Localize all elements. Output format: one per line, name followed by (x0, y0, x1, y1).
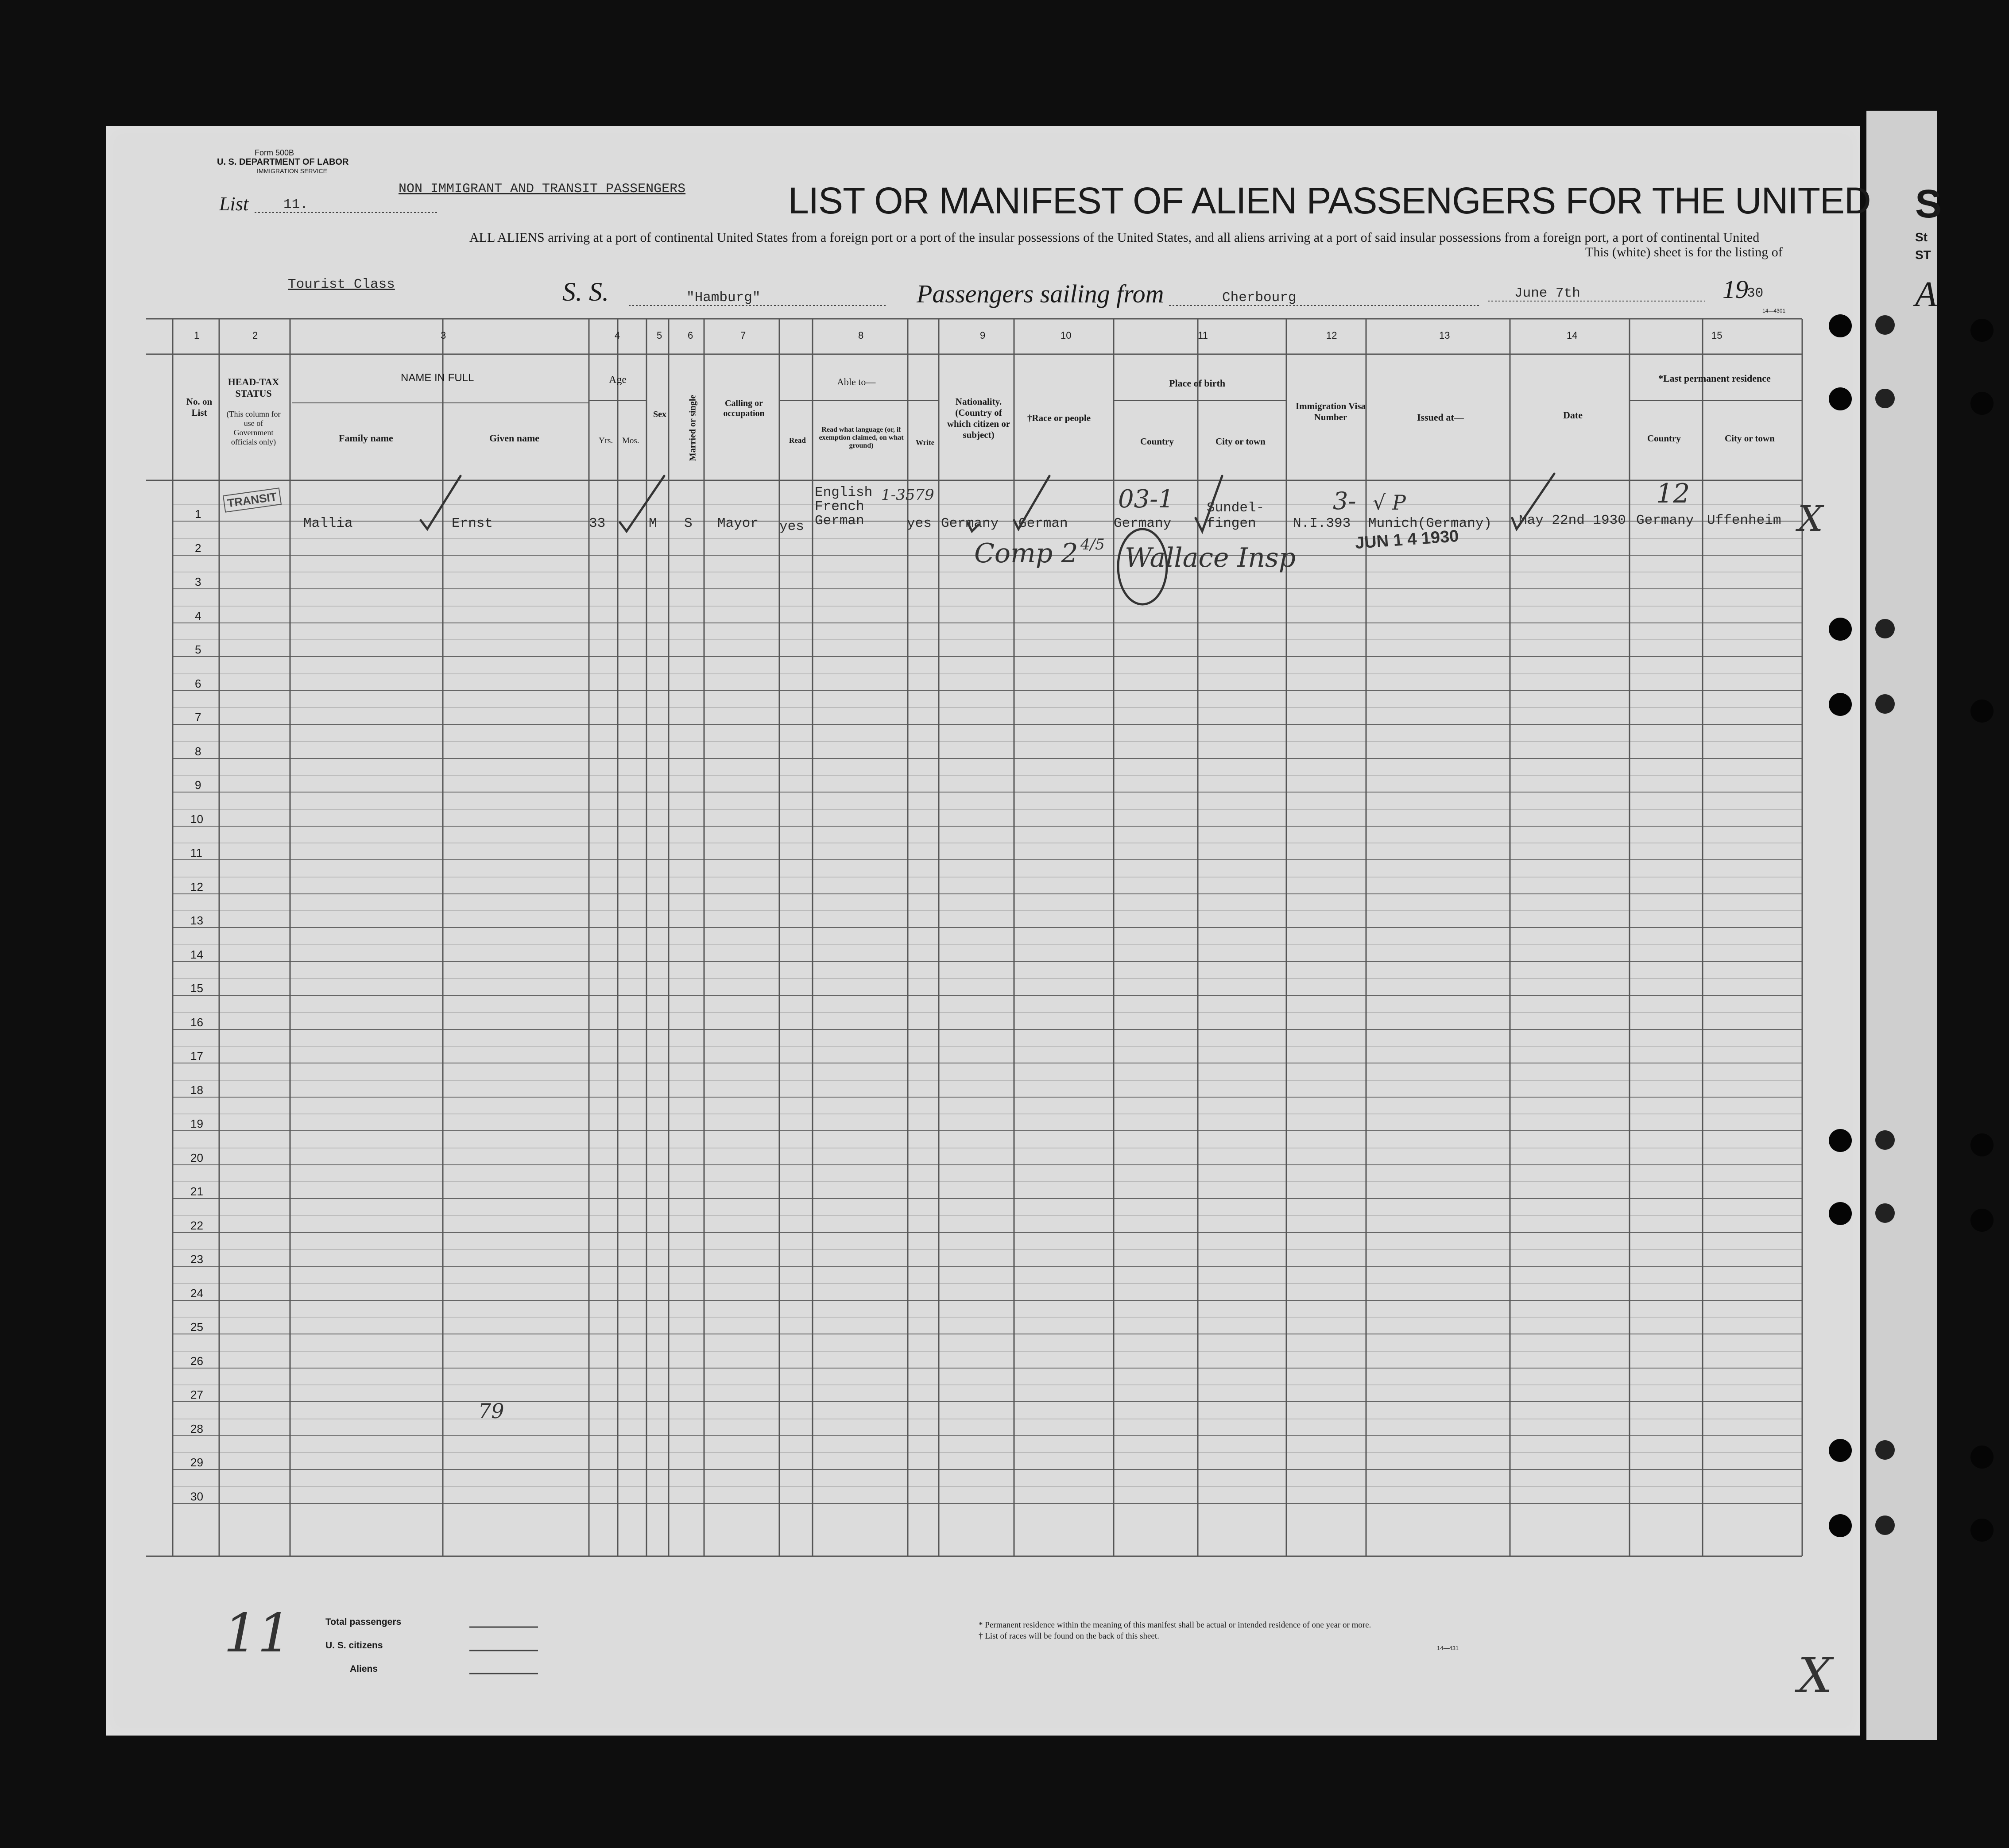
year-prefix: 19 (1723, 275, 1748, 304)
visa-number-1: N.I.393 (1293, 516, 1351, 531)
row-number: 5 (195, 643, 201, 656)
row-number: 21 (190, 1185, 203, 1198)
header-able-to: Able to— (837, 376, 876, 387)
header-sex: Sex (653, 410, 666, 419)
row-number: 26 (190, 1354, 203, 1368)
row-number: 10 (190, 812, 203, 826)
footer-aliens: Aliens (350, 1664, 378, 1674)
header-res-country: Country (1647, 433, 1681, 444)
head-tax-stamp: TRANSIT (223, 487, 282, 513)
visa-mark-note: 3- (1333, 487, 1356, 515)
header-res-city: City or town (1725, 433, 1775, 444)
comp-note: Comp 2 (974, 538, 1078, 569)
colnum-13: 13 (1439, 330, 1450, 341)
sex-1: M (649, 516, 657, 531)
family-name-1: Mallia (303, 516, 353, 531)
row-number: 28 (190, 1422, 203, 1435)
colnum-3: 3 (441, 330, 446, 341)
punch-hole (1875, 1130, 1895, 1150)
row-number: 30 (190, 1490, 203, 1503)
instruction-line-2: This (white) sheet is for the listing of (1585, 245, 1783, 259)
footer-note-2: † List of races will be found on the back of this sheet. (979, 1631, 1159, 1641)
colnum-14: 14 (1567, 330, 1578, 341)
row-number: 27 (190, 1388, 203, 1401)
header-birth-city: City or town (1215, 436, 1266, 447)
department-name: U. S. DEPARTMENT OF LABOR (217, 157, 349, 167)
row-number: 12 (190, 880, 203, 893)
punch-hole (1829, 618, 1852, 641)
colnum-6: 6 (688, 330, 693, 341)
row-number: 23 (190, 1253, 203, 1266)
header-read-language: Read what language (or, if exemption claimed, on what ground) (819, 426, 904, 449)
left-margin-note: 11 (224, 1603, 291, 1664)
header-head-tax-note: (This column for use of Government officials only) (226, 410, 281, 446)
language-1: English (815, 485, 873, 500)
punch-hole (1875, 1203, 1895, 1223)
punch-hole (1829, 1202, 1852, 1225)
header-birth-country: Country (1140, 436, 1174, 447)
punch-hole (1829, 1439, 1852, 1462)
colnum-9: 9 (980, 330, 986, 341)
row-number: 4 (195, 609, 201, 622)
row-number: 14 (190, 948, 203, 961)
header-visa-date: Date (1563, 410, 1583, 421)
row-number: 3 (195, 575, 201, 588)
nationality-1: Germany (941, 516, 999, 531)
residence-code-note: 12 (1656, 478, 1690, 509)
row-number: 8 (195, 745, 201, 758)
form-number: Form 500B (255, 148, 294, 157)
instruction-line-1: ALL ALIENS arriving at a port of continental United States from a foreign port or a port of the insular possessions of the United States, and all aliens arriving at a port of said insular possessions from a foreign port, a port of continental United (469, 230, 1760, 245)
punch-hole (1829, 693, 1852, 716)
row-number: 11 (190, 846, 202, 859)
row-number: 18 (190, 1083, 203, 1097)
page-title: LIST OR MANIFEST OF ALIEN PASSENGERS FOR THE UNITED (788, 180, 1871, 221)
list-label: List (219, 193, 249, 215)
punch-hole (1970, 392, 1994, 415)
birth-city-1b: fingen (1207, 516, 1256, 531)
header-married: Married or single (688, 394, 698, 461)
colnum-7: 7 (740, 330, 746, 341)
footer-us-citizens: U. S. citizens (325, 1640, 383, 1651)
sailing-date: June 7th (1514, 286, 1580, 301)
row-number: 24 (190, 1287, 203, 1300)
inspector-signature: Wallace Insp (1125, 542, 1296, 573)
row-number: 19 (190, 1117, 203, 1130)
punch-hole (1875, 1516, 1895, 1535)
header-place-of-birth: Place of birth (1169, 378, 1226, 389)
header-last-residence: *Last permanent residence (1658, 373, 1771, 384)
row-number: 6 (195, 677, 201, 690)
row-number: 17 (190, 1049, 203, 1063)
colnum-8: 8 (858, 330, 864, 341)
list-number: 11. (283, 197, 308, 213)
port-name: Cherbourg (1222, 290, 1297, 305)
language-3: German (815, 513, 864, 529)
header-write: Write (916, 438, 935, 447)
header-no-on-list: No. on List (186, 396, 213, 418)
edge-letter-4: A (1915, 275, 1937, 314)
punch-hole (1970, 700, 1994, 723)
header-race: †Race or people (1027, 413, 1091, 423)
colnum-2: 2 (252, 330, 258, 341)
punch-hole (1970, 1209, 1994, 1232)
colnum-5: 5 (657, 330, 662, 341)
bottom-x-mark: X (1798, 1647, 1833, 1704)
sailing-label: Passengers sailing from (917, 279, 1164, 308)
read-1: yes (779, 519, 804, 534)
inspection-date-stamp: JUN 1 4 1930 (1354, 526, 1459, 553)
given-name-1: Ernst (452, 516, 493, 531)
punch-hole (1875, 1440, 1895, 1460)
punch-hole (1875, 694, 1895, 714)
punch-hole (1970, 1133, 1994, 1156)
form-code-top: 14—4301 (1762, 308, 1786, 314)
header-name-in-full: NAME IN FULL (401, 372, 474, 384)
visa-mark-note-2: √ P (1373, 491, 1406, 514)
age-yrs-1: 33 (589, 516, 606, 531)
write-1: yes (907, 516, 932, 531)
footer-note-1: * Permanent residence within the meaning of this manifest shall be actual or intended residence of one year or more. (979, 1620, 1371, 1630)
punch-hole (1829, 1129, 1852, 1152)
colnum-1: 1 (194, 330, 200, 341)
colnum-10: 10 (1061, 330, 1072, 341)
header-head-tax: HEAD-TAX STATUS (228, 376, 279, 399)
language-2: French (815, 499, 864, 514)
header-family-name: Family name (339, 433, 393, 444)
row-number: 9 (195, 778, 201, 792)
punch-hole (1829, 314, 1852, 337)
issued-at-1: Munich(Germany) (1368, 516, 1492, 531)
punch-hole (1970, 319, 1994, 342)
edge-letter-3: ST (1915, 248, 1931, 262)
row-number: 29 (190, 1456, 203, 1469)
res-city-1: Uffenheim (1707, 513, 1781, 528)
birth-city-1a: Sundel- (1207, 500, 1265, 516)
header-calling: Calling or occupation (723, 398, 765, 418)
row-number: 20 (190, 1151, 203, 1164)
class-label: Tourist Class (288, 277, 395, 292)
comp-note-sup: 4/5 (1080, 536, 1105, 553)
colnum-12: 12 (1326, 330, 1337, 341)
header-mos: Mos. (622, 436, 639, 445)
punch-hole (1970, 1446, 1994, 1469)
visa-date-1: May 22nd 1930 (1519, 513, 1626, 528)
punch-hole (1829, 387, 1852, 410)
header-issued-at: Issued at— (1417, 412, 1464, 423)
marital-1: S (684, 516, 693, 531)
ss-label: S. S. (562, 277, 609, 306)
given-margin-note: 79 (478, 1399, 504, 1423)
header-given-name: Given name (489, 433, 540, 444)
row-number: 16 (190, 1016, 203, 1029)
header-read: Read (789, 436, 806, 445)
header-yrs: Yrs. (599, 436, 613, 445)
footer-total-passengers: Total passengers (325, 1617, 402, 1627)
row-number: 25 (190, 1320, 203, 1334)
ship-name: "Hamburg" (686, 290, 761, 305)
punch-hole (1875, 389, 1895, 408)
row1-x-mark: X (1798, 498, 1823, 539)
colnum-15: 15 (1711, 330, 1723, 341)
edge-letter-1: S (1915, 182, 1942, 226)
res-country-1: Germany (1636, 513, 1694, 528)
row-number: 15 (190, 982, 203, 995)
punch-hole (1875, 315, 1895, 335)
birth-code-note: 03-1 (1118, 485, 1174, 514)
service-name: IMMIGRATION SERVICE (257, 167, 327, 174)
footer-code: 14—431 (1437, 1645, 1459, 1651)
category-label: NON IMMIGRANT AND TRANSIT PASSENGERS (399, 182, 686, 197)
row-number: 7 (195, 711, 201, 724)
colnum-11: 11 (1198, 330, 1208, 341)
header-visa-number: Immigration Visa Number (1295, 401, 1366, 422)
edge-letter-2: St (1915, 230, 1928, 244)
year-suffix: 30 (1747, 286, 1764, 301)
row-number: 1 (195, 507, 201, 521)
race-1: German (1018, 516, 1068, 531)
row-number: 13 (190, 914, 203, 927)
colnum-4: 4 (615, 330, 620, 341)
punch-hole (1875, 619, 1895, 638)
row-number: 22 (190, 1219, 203, 1232)
header-age: Age (609, 374, 627, 386)
birth-country-1: Germany (1114, 516, 1172, 531)
lang-code-note: 1-3579 (881, 486, 934, 504)
header-nationality: Nationality. (Country of which citizen or subject) (947, 396, 1010, 440)
punch-hole (1829, 1514, 1852, 1537)
punch-hole (1970, 1519, 1994, 1542)
occupation-1: Mayor (717, 516, 759, 531)
row-number: 2 (195, 541, 201, 555)
